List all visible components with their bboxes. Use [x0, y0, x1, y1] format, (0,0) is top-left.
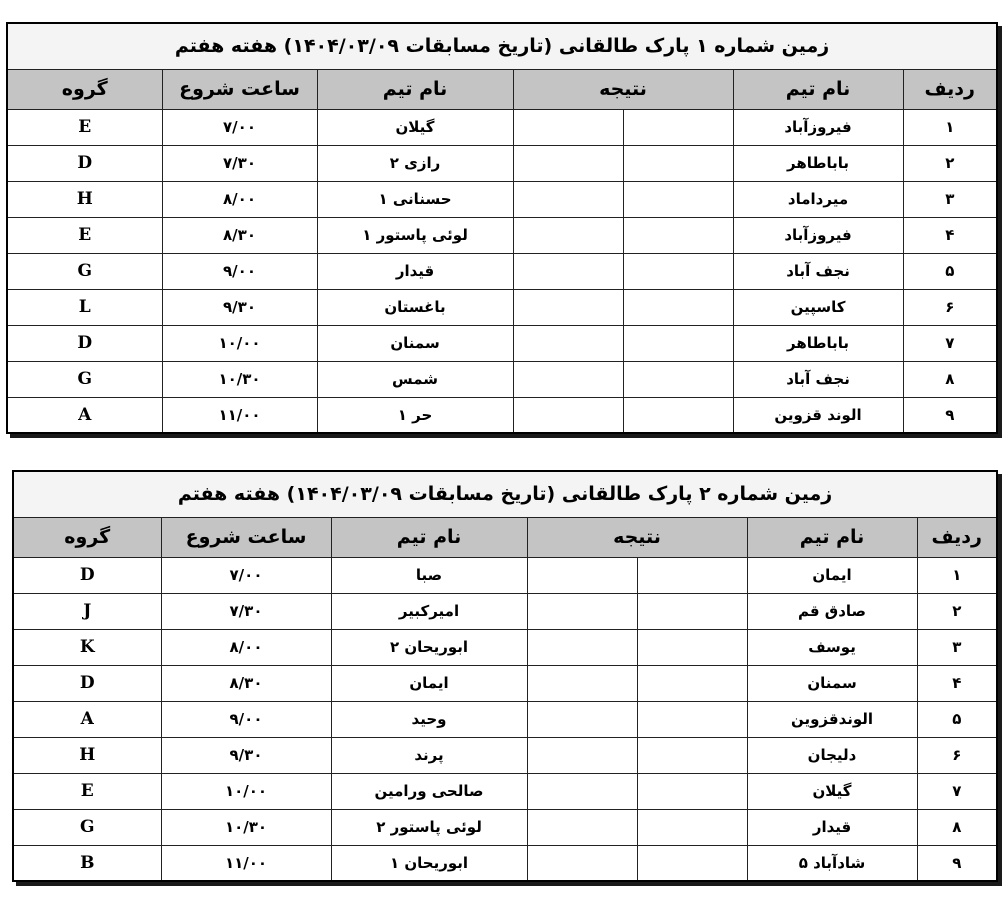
- result-cell-a: [637, 737, 747, 773]
- team-a-cell: شادآباد ۵: [747, 845, 917, 881]
- result-cell-b: [527, 737, 637, 773]
- team-a-cell: ایمان: [747, 557, 917, 593]
- result-cell-b: [527, 809, 637, 845]
- team-a-cell: قیدار: [747, 809, 917, 845]
- match-row: [7, 181, 997, 217]
- result-cell-a: [637, 593, 747, 629]
- header-result: نتیجه: [527, 517, 747, 557]
- team-a-cell: میرداماد: [733, 181, 903, 217]
- team-a-cell: الوند قزوین: [733, 397, 903, 433]
- match-row: [13, 809, 997, 845]
- row-number-cell: ۲: [917, 593, 997, 629]
- result-cell-a: [623, 325, 733, 361]
- team-a-cell: کاسپین: [733, 289, 903, 325]
- row-number-cell: ۳: [917, 629, 997, 665]
- result-cell-b: [513, 325, 623, 361]
- start-time-cell: ۱۰/۳۰: [162, 361, 317, 397]
- team-a-cell: باباطاهر: [733, 325, 903, 361]
- result-cell-b: [513, 145, 623, 181]
- result-cell-a: [623, 361, 733, 397]
- header-start-time: ساعت شروع: [161, 517, 331, 557]
- team-b-cell: حسنانی ۱: [317, 181, 513, 217]
- start-time-cell: ۷/۳۰: [162, 145, 317, 181]
- header-start-time: ساعت شروع: [162, 69, 317, 109]
- schedule-table-field-2: [12, 470, 998, 882]
- team-b-cell: قیدار: [317, 253, 513, 289]
- row-number-cell: ۲: [903, 145, 997, 181]
- result-cell-b: [527, 845, 637, 881]
- header-row-number: ردیف: [917, 517, 997, 557]
- group-cell: A: [13, 701, 161, 737]
- row-number-cell: ۹: [917, 845, 997, 881]
- result-cell-a: [623, 181, 733, 217]
- match-row: [7, 253, 997, 289]
- result-cell-a: [637, 557, 747, 593]
- team-b-cell: ایمان: [331, 665, 527, 701]
- match-row: [13, 557, 997, 593]
- team-b-cell: حر ۱: [317, 397, 513, 433]
- result-cell-a: [623, 289, 733, 325]
- result-cell-b: [527, 701, 637, 737]
- start-time-cell: ۷/۳۰: [161, 593, 331, 629]
- result-cell-b: [513, 289, 623, 325]
- group-cell: H: [13, 737, 161, 773]
- table-title: زمین شماره ۱ پارک طالقانی (تاریخ مسابقات ۱۴۰۴/۰۳/۰۹) هفته هفتم: [7, 23, 997, 69]
- group-cell: E: [7, 217, 162, 253]
- header-team-name: نام تیم: [747, 517, 917, 557]
- team-b-cell: لوئی پاستور ۲: [331, 809, 527, 845]
- header-result: نتیجه: [513, 69, 733, 109]
- team-a-cell: سمنان: [747, 665, 917, 701]
- row-number-cell: ۷: [903, 325, 997, 361]
- row-number-cell: ۷: [917, 773, 997, 809]
- start-time-cell: ۹/۳۰: [161, 737, 331, 773]
- match-row: [7, 145, 997, 181]
- match-row: [7, 109, 997, 145]
- row-number-cell: ۶: [917, 737, 997, 773]
- schedule-table-field-1: [6, 22, 998, 434]
- result-cell-a: [623, 397, 733, 433]
- start-time-cell: ۹/۰۰: [162, 253, 317, 289]
- team-b-cell: لوئی پاستور ۱: [317, 217, 513, 253]
- group-cell: K: [13, 629, 161, 665]
- result-cell-b: [527, 629, 637, 665]
- group-cell: G: [7, 361, 162, 397]
- header-group: گروه: [7, 69, 162, 109]
- match-row: [13, 845, 997, 881]
- team-b-cell: وحید: [331, 701, 527, 737]
- match-row: [13, 701, 997, 737]
- start-time-cell: ۷/۰۰: [161, 557, 331, 593]
- match-row: [13, 629, 997, 665]
- group-cell: H: [7, 181, 162, 217]
- table-title: زمین شماره ۲ پارک طالقانی (تاریخ مسابقات ۱۴۰۴/۰۳/۰۹) هفته هفتم: [13, 471, 997, 517]
- start-time-cell: ۸/۰۰: [161, 629, 331, 665]
- group-cell: D: [13, 557, 161, 593]
- result-cell-a: [623, 145, 733, 181]
- header-group: گروه: [13, 517, 161, 557]
- team-b-cell: ابوریحان ۲: [331, 629, 527, 665]
- result-cell-b: [527, 665, 637, 701]
- result-cell-a: [637, 809, 747, 845]
- team-a-cell: گیلان: [747, 773, 917, 809]
- row-number-cell: ۵: [903, 253, 997, 289]
- group-cell: G: [13, 809, 161, 845]
- result-cell-a: [637, 845, 747, 881]
- header-team-name: نام تیم: [331, 517, 527, 557]
- header-team-name: نام تیم: [317, 69, 513, 109]
- result-cell-b: [527, 557, 637, 593]
- team-a-cell: نجف آباد: [733, 253, 903, 289]
- row-number-cell: ۳: [903, 181, 997, 217]
- match-row: [7, 325, 997, 361]
- row-number-cell: ۹: [903, 397, 997, 433]
- team-b-cell: رازی ۲: [317, 145, 513, 181]
- match-row: [13, 737, 997, 773]
- result-cell-a: [623, 217, 733, 253]
- result-cell-a: [623, 109, 733, 145]
- row-number-cell: ۵: [917, 701, 997, 737]
- team-a-cell: نجف آباد: [733, 361, 903, 397]
- result-cell-a: [637, 629, 747, 665]
- group-cell: D: [7, 325, 162, 361]
- team-b-cell: سمنان: [317, 325, 513, 361]
- match-row: [7, 289, 997, 325]
- result-cell-a: [623, 253, 733, 289]
- result-cell-a: [637, 701, 747, 737]
- team-a-cell: الوندقزوین: [747, 701, 917, 737]
- team-a-cell: یوسف: [747, 629, 917, 665]
- result-cell-b: [513, 109, 623, 145]
- team-b-cell: شمس: [317, 361, 513, 397]
- start-time-cell: ۹/۳۰: [162, 289, 317, 325]
- group-cell: D: [13, 665, 161, 701]
- row-number-cell: ۴: [903, 217, 997, 253]
- result-cell-b: [527, 593, 637, 629]
- group-cell: J: [13, 593, 161, 629]
- match-row: [7, 397, 997, 433]
- row-number-cell: ۶: [903, 289, 997, 325]
- result-cell-a: [637, 773, 747, 809]
- result-cell-b: [513, 181, 623, 217]
- match-row: [7, 361, 997, 397]
- result-cell-a: [637, 665, 747, 701]
- header-row-number: ردیف: [903, 69, 997, 109]
- team-a-cell: فیروزآباد: [733, 217, 903, 253]
- start-time-cell: ۸/۰۰: [162, 181, 317, 217]
- team-b-cell: صبا: [331, 557, 527, 593]
- start-time-cell: ۷/۰۰: [162, 109, 317, 145]
- result-cell-b: [513, 217, 623, 253]
- team-b-cell: پرند: [331, 737, 527, 773]
- start-time-cell: ۱۰/۳۰: [161, 809, 331, 845]
- match-row: [13, 593, 997, 629]
- row-number-cell: ۱: [917, 557, 997, 593]
- header-team-name: نام تیم: [733, 69, 903, 109]
- team-a-cell: صادق قم: [747, 593, 917, 629]
- team-b-cell: گیلان: [317, 109, 513, 145]
- team-a-cell: دلیجان: [747, 737, 917, 773]
- group-cell: B: [13, 845, 161, 881]
- group-cell: E: [13, 773, 161, 809]
- start-time-cell: ۱۰/۰۰: [162, 325, 317, 361]
- team-b-cell: صالحی ورامین: [331, 773, 527, 809]
- start-time-cell: ۸/۳۰: [162, 217, 317, 253]
- group-cell: L: [7, 289, 162, 325]
- group-cell: E: [7, 109, 162, 145]
- match-row: [7, 217, 997, 253]
- start-time-cell: ۹/۰۰: [161, 701, 331, 737]
- start-time-cell: ۸/۳۰: [161, 665, 331, 701]
- match-row: [13, 665, 997, 701]
- result-cell-b: [513, 397, 623, 433]
- team-b-cell: امیرکبیر: [331, 593, 527, 629]
- row-number-cell: ۴: [917, 665, 997, 701]
- start-time-cell: ۱۱/۰۰: [161, 845, 331, 881]
- result-cell-b: [527, 773, 637, 809]
- match-row: [13, 773, 997, 809]
- group-cell: G: [7, 253, 162, 289]
- start-time-cell: ۱۱/۰۰: [162, 397, 317, 433]
- row-number-cell: ۱: [903, 109, 997, 145]
- team-a-cell: فیروزآباد: [733, 109, 903, 145]
- row-number-cell: ۸: [903, 361, 997, 397]
- team-b-cell: ابوریحان ۱: [331, 845, 527, 881]
- group-cell: A: [7, 397, 162, 433]
- result-cell-b: [513, 361, 623, 397]
- team-b-cell: باغستان: [317, 289, 513, 325]
- team-a-cell: باباطاهر: [733, 145, 903, 181]
- result-cell-b: [513, 253, 623, 289]
- start-time-cell: ۱۰/۰۰: [161, 773, 331, 809]
- row-number-cell: ۸: [917, 809, 997, 845]
- group-cell: D: [7, 145, 162, 181]
